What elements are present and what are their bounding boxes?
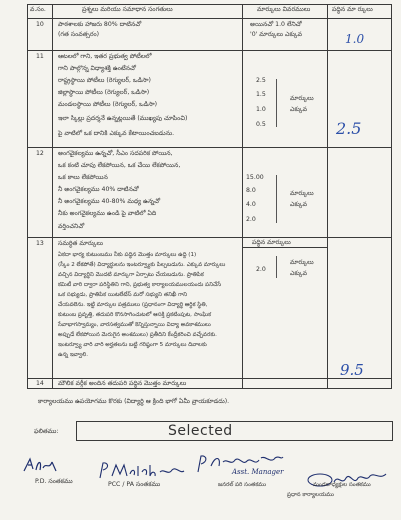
row-11-sno: 11 <box>36 53 44 60</box>
row-13-answers-header: పద్ధిన మార్కులు <box>252 239 291 246</box>
row-13-brace <box>276 256 277 278</box>
asst-stamp-text: Asst. Manager <box>232 468 284 476</box>
header-questions: ప్రశ్నలు మరియు సమాధాన సంగతులు <box>82 6 173 13</box>
row-11-brace <box>276 79 277 127</box>
row-12-line-1: అంగవైకల్యము ఉన్నచో, సీఎం సదపరిక పోయిన, <box>58 150 173 157</box>
office-label: ప్రధాన కార్యాలయము <box>287 492 334 498</box>
president-label: మండలాధ్యక్షుల సంతకము <box>313 482 371 488</box>
pd-label: P.D. సంతకము <box>35 478 73 485</box>
result-label: ఫలితము: <box>34 428 59 435</box>
row-12-brace <box>276 175 277 223</box>
row-10-score: 1.0 <box>345 32 365 46</box>
row-13-note-2: ఎక్కువ <box>290 270 308 277</box>
row-11-note-1: మార్కులు <box>290 95 314 102</box>
row-11-line-1: ఆటలలో గాని, ఇతర ప్రభుత్వ పోటీలలో <box>58 53 152 60</box>
row-13-line-4: కమిటీ వారి ద్వారా పరిస్థితిని గాని, ప్రభుత్వ కార్యాలయములయందు పనిచేసే <box>58 282 222 288</box>
row-13-line-10: ఇంటర్వ్యూ వారి వారి అర్హతలను బట్టి గరిష్ఠంగా 5 మార్కులు దివాలకు <box>58 342 207 348</box>
result-value: Selected <box>168 423 233 439</box>
result-box <box>76 421 393 441</box>
row-12-note-2: ఎక్కువ <box>290 201 308 208</box>
row-11-answer-1: 2.5 <box>256 77 266 84</box>
row-13-line-11: ఉన్న ఇవ్వాలి. <box>58 352 88 358</box>
row-11-answer-3: 1.0 <box>256 106 266 113</box>
row-11-answer-2: 1.5 <box>256 91 266 98</box>
row-12-answer-4: 2.0 <box>246 216 256 223</box>
row-12-line-6: నీకు అంగవైకల్యము ఉండి పై వాటిలో ఏది <box>58 210 157 217</box>
row-11-answer-4: 0.5 <box>256 121 266 128</box>
row-13-note-1: మార్కులు <box>290 259 314 266</box>
row-11-note-2: ఎక్కువ <box>290 106 308 113</box>
row-11-line-5: మండలస్థాయి పోటీలు (రెగ్యులర్, ఒడిసా) <box>58 101 158 108</box>
row-12-answer-1: 15.00 <box>246 174 264 181</box>
row-10-sno: 10 <box>36 21 44 28</box>
header-marks: పద్ధిన మా ర్కులు <box>332 6 373 13</box>
row-10-answer-1: అయినచో 1.0 లేనిచో <box>250 21 302 28</box>
row-11-line-7: పై వాటిలో ఒక దానికి ఎక్కువ కేటాయించబడును. <box>58 130 175 137</box>
row-12-line-7: వర్తించనిచో <box>58 223 85 230</box>
row-14-line-1: మౌలిక వర్గీక అందిన తదుపరి పద్ధిన మొత్తం మార్కులు <box>58 380 187 387</box>
row-11-line-6: ఇలా స్కిల్లు ప్రదర్శనే ఉన్నట్లయితే (ముఖ్యపు చూపించి) <box>58 115 188 122</box>
row-12-line-5: నీ అంగవైకల్యము 40-80% మధ్య ఉన్నచో <box>58 198 161 205</box>
row-12-sno: 12 <box>36 150 44 157</box>
header-sno: వ.సం. <box>30 6 46 13</box>
row-14-sno: 14 <box>36 380 44 387</box>
row-12-answer-3: 4.0 <box>246 201 256 208</box>
pd-signature <box>22 456 62 476</box>
row-13-line-7: కుటుంబ ప్రవృత్తి, తదుపరి కొనసాగించుటలో ఆసక్తి ప్రకటింపుట, సాంఘిక <box>58 312 212 318</box>
row-13-line-9: అప్పుడే లేకపోయిన మెరుగైన అంశములు) ప్రతీదిని కేంద్రీకరించి వచ్చేవరకు. <box>58 332 217 338</box>
row-13-sno: 13 <box>36 240 44 247</box>
office-use-note: కార్యాలయము ఉపయోగము కొరకు (విద్యార్థి ఆ క్రింది భాగో ఏమీ వ్రాయకూడదు). <box>38 398 230 405</box>
row-11-line-3: రాష్ట్రస్థాయి పోటీలు (రెగ్యులర్, ఒడిసా) <box>58 77 151 84</box>
pcc-label: PCC / PA సంతకము <box>108 481 161 488</box>
row-12-note-1: మార్కులు <box>290 190 314 197</box>
header-answers: మార్కులు వివరములు <box>257 6 311 13</box>
row-10-line-2: (గత సంవత్సరం) <box>58 31 100 38</box>
row-13-line-1: ఏకదా భార్య కుటుంబము నీకు పద్ధిన మొత్తం మార్కులు ఉద్ది (1) <box>58 252 197 258</box>
row-12-line-2: ఒక కంటి చూపు లేకపోయిన, ఒక చేయి లేకపోయిన, <box>58 162 181 169</box>
row-13-line-8: సేవాభాగస్వామ్యం, వారసత్వముతో కెన్నిస్తున్నాయి విద్యా అవకాశములు <box>58 322 211 328</box>
row-13-line-6: చేయవలెను. ఇట్టి మార్కుల పత్రములు (ప్రధానంగా విద్యార్థి ఆర్థిక స్థితి, <box>58 302 208 308</box>
row-11-line-4: జిల్లాస్థాయి పోటీలు (రెగ్యులర్, ఒడిసా) <box>58 89 150 96</box>
row-13-line-3: వచ్చిన విద్యార్థిని మొదటి మార్కుగా ఏర్పాటు చేయబడును. ప్రాతిపిక <box>58 272 204 278</box>
row-12-line-4: నీ అంగవైకల్యము 40% దాటినచో <box>58 186 139 193</box>
row-12-answer-2: 8.0 <box>246 187 256 194</box>
pcc-signature <box>98 460 188 480</box>
row-13-line-5: ఒక సభ్యుడు, ప్రాతిపిక యిటలేటేస్ మరో సభ్యుని తనిఖీ గాని <box>58 292 188 298</box>
row-11-score: 2.5 <box>336 119 362 138</box>
asst-label: జనరల్ పరి సంతకము <box>218 482 267 488</box>
row-13-score: 9.5 <box>340 361 364 379</box>
row-13-answer-1: 2.0 <box>256 266 266 273</box>
row-10-answer-2: '0' మార్కులు ఎక్కువ <box>250 31 303 38</box>
row-13-title: సమర్ధిత మార్కులు <box>58 240 104 247</box>
row-13-line-2: (స్కీం 2 లేకపోతే) విద్యార్థులను ఇంటర్వ్యూకు పిల్చబడును. ఎక్కువ మార్కులు <box>58 262 226 268</box>
row-12-line-3: ఒక కాలు లేకపోయిన <box>58 174 108 181</box>
row-10-line-1: పాఠశాలకు హాజరు 80% దాటినచో <box>58 21 142 28</box>
row-11-line-2: గాని పాల్గొన్న విధ్యాశక్తి ఉంటేనచో <box>58 65 136 72</box>
